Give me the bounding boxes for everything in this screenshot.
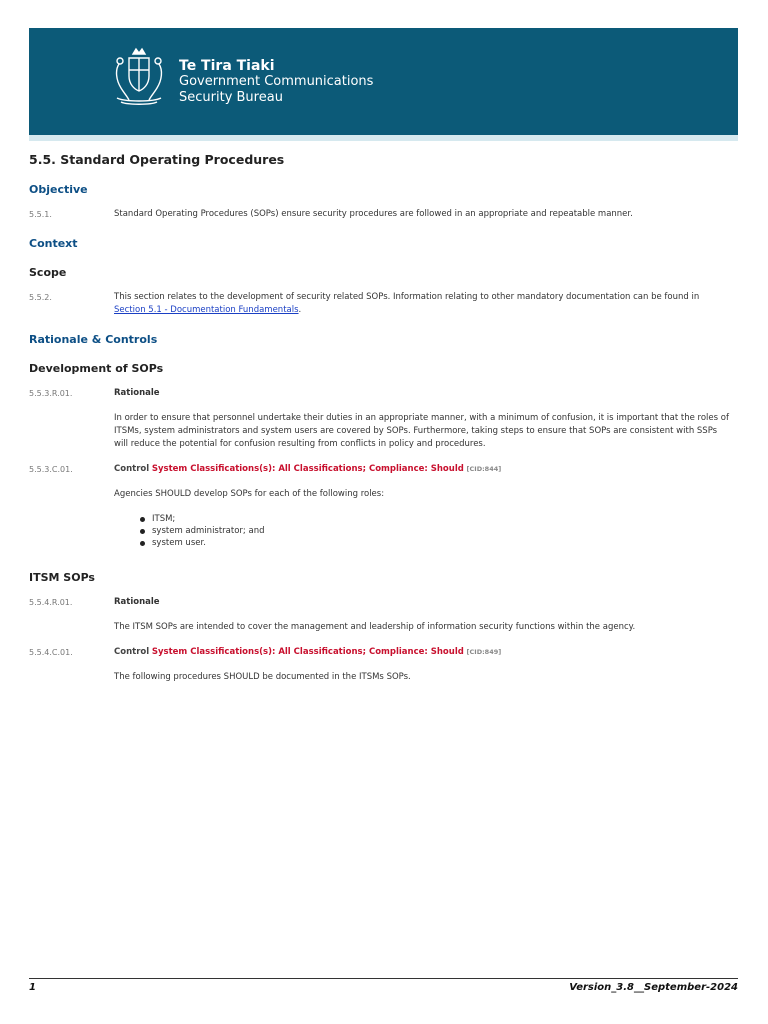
scope-heading: Scope [29, 266, 67, 279]
list-item: ITSM; [114, 513, 729, 525]
paragraph-number: 5.5.3.C.01. [29, 465, 73, 474]
control-label: Control [114, 464, 150, 474]
paragraph-text [114, 291, 729, 317]
control-classification: System Classifications(s): All Classifications; Compliance: Should [151, 647, 464, 657]
itsm-sops-heading: ITSM SOPs [29, 571, 95, 584]
banner-underline [29, 135, 738, 141]
control-header [114, 646, 729, 659]
footer-divider [29, 978, 738, 979]
control-cid: [CID:844] [466, 465, 502, 473]
paragraph-5-5-4-c-01 [29, 646, 729, 659]
paragraph-number: 5.5.3.R.01. [29, 389, 73, 398]
rationale-label: Rationale [114, 597, 160, 607]
control-header [114, 463, 729, 476]
section-title: 5.5. Standard Operating Procedures [29, 152, 285, 167]
paragraph-number: 5.5.1. [29, 210, 52, 219]
section-5-1-link[interactable]: Section 5.1 - Documentation Fundamentals [114, 305, 299, 315]
document-body [29, 150, 729, 684]
control-label: Control [114, 647, 150, 657]
rationale-text: The ITSM SOPs are intended to cover the management and leadership of information security functions within the agency. [114, 622, 636, 632]
paragraph-number: 5.5.2. [29, 293, 52, 302]
scope-text: This section relates to the development of security related SOPs. Information relating to other mandatory documentation can be found in [114, 292, 700, 302]
context-heading: Context [29, 237, 78, 250]
roles-list [114, 513, 729, 549]
paragraph-number: 5.5.4.R.01. [29, 598, 73, 607]
paragraph-5-5-4-r-01 [29, 596, 729, 609]
nz-coat-of-arms-icon [107, 46, 171, 110]
objective-heading: Objective [29, 183, 88, 196]
header-banner [29, 28, 738, 135]
org-name-line2: Government Communications [179, 74, 374, 89]
control-classification: System Classifications(s): All Classifications; Compliance: Should [151, 464, 464, 474]
page-number: 1 [29, 982, 36, 993]
paragraph-text: Standard Operating Procedures (SOPs) ensure security procedures are followed in an appropriate and repeatable manner. [114, 209, 633, 219]
rationale-label: Rationale [114, 388, 160, 398]
paragraph-5-5-1 [29, 208, 729, 221]
rationale-text: In order to ensure that personnel undertake their duties in an appropriate manner, with a minimum of confusion, it is important that the roles of ITSMs, system administrators and system users are covered by SOPs. Furthermore, taking steps to ensure that SOPs are consistent with SSPs will reduce the potential for confusion resulting from conflicts in policy and procedures. [114, 413, 729, 449]
control-cid: [CID:849] [466, 648, 502, 656]
scope-text-end: . [298, 305, 302, 315]
development-of-sops-heading: Development of SOPs [29, 362, 164, 375]
org-name-line1: Te Tira Tiaki [179, 58, 275, 74]
list-item: system user. [114, 537, 729, 549]
control-text: The following procedures SHOULD be documented in the ITSMs SOPs. [114, 672, 411, 682]
paragraph-5-5-3-r-01 [29, 387, 729, 400]
organisation-name [179, 58, 373, 106]
paragraph-number: 5.5.4.C.01. [29, 648, 73, 657]
paragraph-5-5-3-c-01 [29, 463, 729, 476]
org-name-line3: Security Bureau [179, 90, 283, 105]
control-text: Agencies SHOULD develop SOPs for each of the following roles: [114, 489, 385, 499]
list-item: system administrator; and [114, 525, 729, 537]
paragraph-5-5-2 [29, 291, 729, 317]
rationale-controls-heading: Rationale & Controls [29, 333, 158, 346]
version-label: Version_3.8__September-2024 [569, 982, 738, 993]
